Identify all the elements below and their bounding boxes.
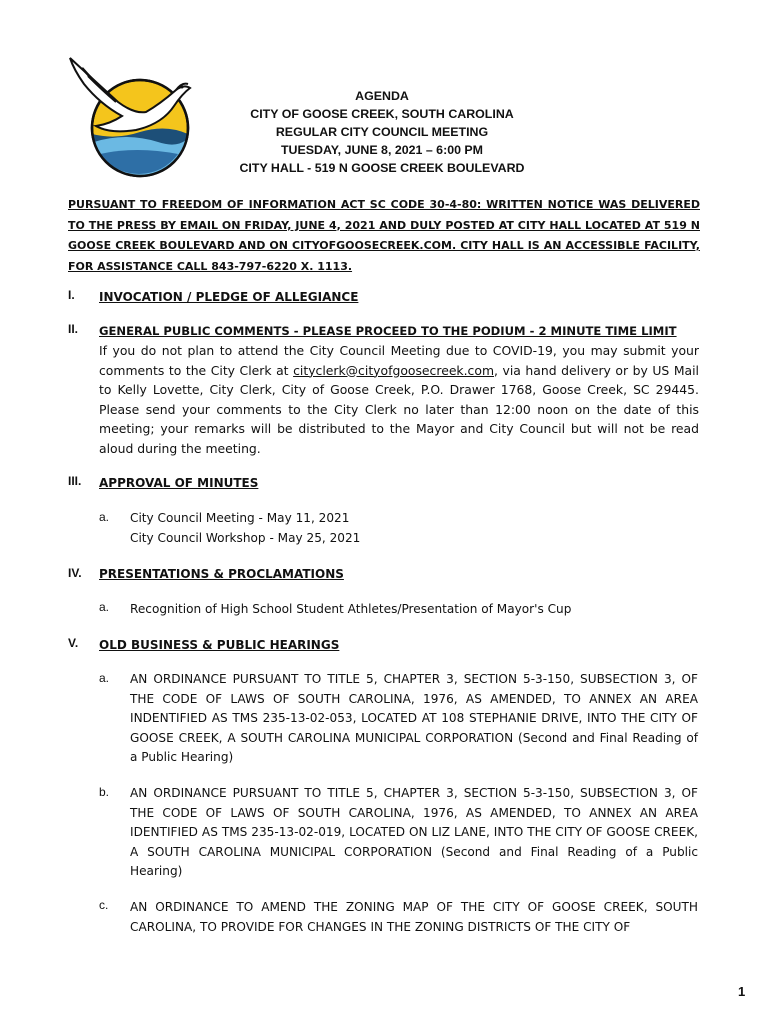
section-5-title: OLD BUSINESS & PUBLIC HEARINGS <box>99 638 340 652</box>
city-seal-logo <box>66 54 194 182</box>
section-5-item-b-letter: b. <box>99 785 110 799</box>
section-5-item-c-letter: c. <box>99 898 109 912</box>
section-5-number: V. <box>68 636 79 650</box>
section-5-item-a: AN ORDINANCE PURSUANT TO TITLE 5, CHAPTER 3, SECTION 5-3-150, SUBSECTION 3, OF THE CODE OF LAWS OF SOUTH CAROLINA, 1976, AS AMENDED, TO ANNEX AN AREA INDENTIFIED AS TMS 235-13-02-053, LOCATED AT 108 STEPHANIE DRIVE, INTO THE CITY OF GOOSE CREEK, A SOUTH CAROLINA MUNICIPAL CORPORATION (Second and Final Reading of a Public Hearing) <box>130 672 698 765</box>
section-3-number: III. <box>68 474 82 488</box>
agenda-header <box>200 87 564 177</box>
section-3-item-a-letter: a. <box>99 510 110 524</box>
section-2-number: II. <box>68 322 79 336</box>
minutes-council-meeting: City Council Meeting - May 11, 2021 <box>130 511 350 525</box>
header-agenda: AGENDA <box>355 89 409 103</box>
header-city: CITY OF GOOSE CREEK, SOUTH CAROLINA <box>250 107 514 121</box>
section-4-item-a-letter: a. <box>99 600 110 614</box>
public-comments-text-1: If you do not plan to attend the City Council Meeting due to COVID-19, you may submit your comments to the City Clerk at <box>99 343 699 378</box>
header-meeting-type: REGULAR CITY COUNCIL MEETING <box>275 125 489 139</box>
minutes-council-workshop: City Council Workshop - May 25, 2021 <box>130 530 361 545</box>
section-3-title: APPROVAL OF MINUTES <box>99 476 259 490</box>
section-2-title: GENERAL PUBLIC COMMENTS - PLEASE PROCEED TO THE PODIUM - 2 MINUTE TIME LIMIT <box>99 324 677 338</box>
city-clerk-email-link[interactable]: cityclerk@cityofgoosecreek.com <box>293 362 495 378</box>
section-3-item-a <box>130 509 698 548</box>
section-1-title: INVOCATION / PLEDGE OF ALLEGIANCE <box>99 290 359 304</box>
section-4-title: PRESENTATIONS & PROCLAMATIONS <box>99 567 344 581</box>
page-number: 1 <box>738 984 746 999</box>
section-4-item-a: Recognition of High School Student Athletes/Presentation of Mayor's Cup <box>130 602 572 616</box>
public-comments-text-2: , via hand delivery or by US Mail to Kelly Lovette, City Clerk, City of Goose Creek, P.O. Drawer 1768, Goose Creek, SC 29445. Please send your comments to the City Clerk no later than 12:00 noon on the date of this meeting; your remarks will be distributed to the Mayor and City Council but will not be read aloud during the meeting. <box>99 362 700 456</box>
section-5-item-b: AN ORDINANCE PURSUANT TO TITLE 5, CHAPTER 3, SECTION 5-3-150, SUBSECTION 3, OF THE CODE OF LAWS OF SOUTH CAROLINA, 1976, AS AMENDED, TO ANNEX AN AREA IDENTIFIED AS TMS 235-13-02-019, LOCATED ON LIZ LANE, INTO THE CITY OF GOOSE CREEK, A SOUTH CAROLINA MUNICIPAL CORPORATION (Second and Final Reading of a Public Hearing) <box>130 786 698 879</box>
section-5-item-a-letter: a. <box>99 671 110 685</box>
goose-logo-icon <box>66 54 194 182</box>
header-location: CITY HALL - 519 N GOOSE CREEK BOULEVARD <box>239 161 525 175</box>
foia-notice: PURSUANT TO FREEDOM OF INFORMATION ACT SC CODE 30-4-80: WRITTEN NOTICE WAS DELIVERED TO THE PRESS BY EMAIL ON FRIDAY, JUNE 4, 2021 AND DULY POSTED AT CITY HALL LOCATED AT 519 N GOOSE CREEK BOULEVARD AND ON CITYOFGOOSECREEK.COM. CITY HALL IS AN ACCESSIBLE FACILITY, FOR ASSISTANCE CALL 843-797-6220 X. 1113. <box>68 198 700 273</box>
section-1-number: I. <box>68 288 75 302</box>
public-comments-paragraph <box>99 341 699 459</box>
section-4-number: IV. <box>68 566 82 580</box>
header-date-time: TUESDAY, JUNE 8, 2021 – 6:00 PM <box>280 143 484 157</box>
section-5-item-c: AN ORDINANCE TO AMEND THE ZONING MAP OF THE CITY OF GOOSE CREEK, SOUTH CAROLINA, TO PROVIDE FOR CHANGES IN THE ZONING DISTRICTS OF THE CITY OF <box>130 900 698 934</box>
